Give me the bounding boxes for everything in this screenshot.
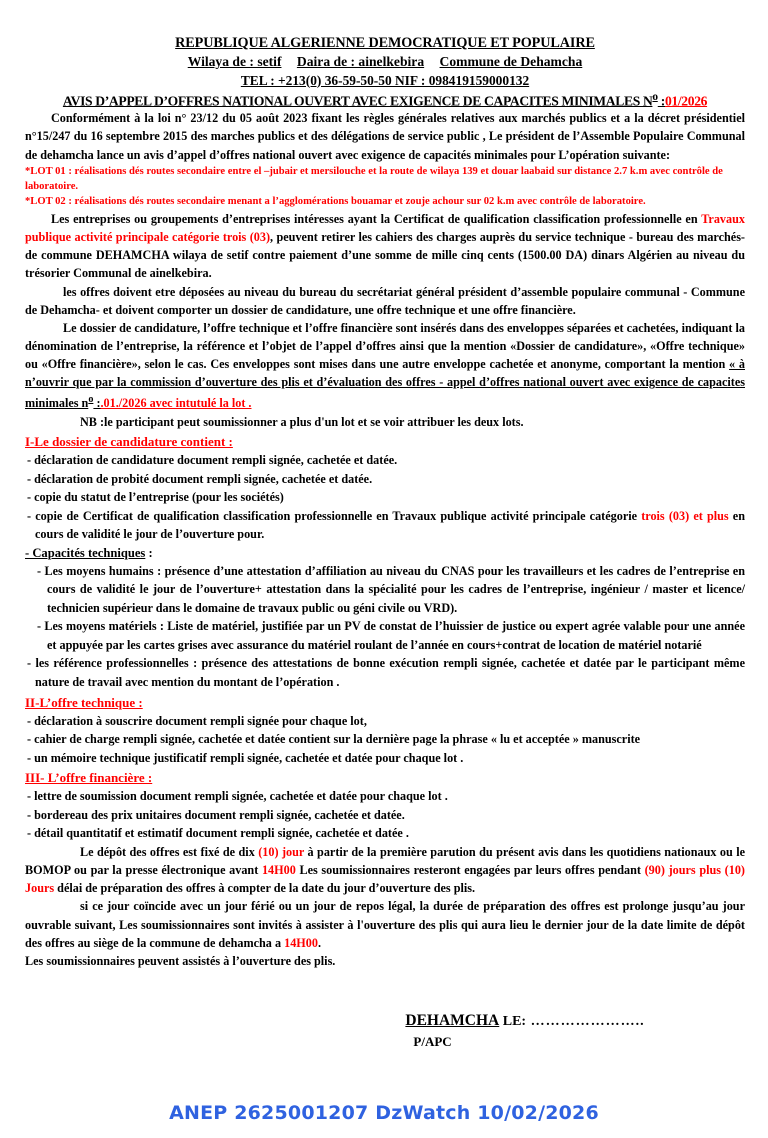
envelope-mention-sup: o	[88, 393, 94, 405]
envelope-instructions-paragraph	[25, 319, 745, 412]
signature-dots: …………………..	[526, 1014, 645, 1030]
section-1-heading-wrap	[25, 434, 745, 450]
envelope-text-a: Le dossier de candidature, l’offre technique et l’offre financière sont insérés dans des enveloppes séparées et cachetées, indiquant la dénomination de l’entreprise, la référence et l’objet de l’appel d’offres ainsi que la mention «Dossier de candidature», «Offre technique» ou «Offre financière», selon le cas. Ces enveloppes sont mises dans une autre enveloppe cachetée et anonyme, comportant la mention	[25, 320, 745, 372]
signature-place-line	[405, 1012, 644, 1030]
references-professionnelles-item: - les référence professionnelles : présence des attestations de bonne exécution rempli signée, cachetée et datée par le participant même nature de travail avec mention du montant de l’opération .	[27, 656, 745, 689]
capacites-techniques-wrap	[25, 544, 745, 562]
deadline-validity-red: (90) jours plus (10) Jours	[25, 862, 745, 896]
deadline-text-d: délai de préparation des offres à compter de la date du jour d’ouverture des plis.	[54, 881, 476, 896]
moyens-humains-item: - Les moyens humains : présence d’une attestation d’affiliation au niveau du CNAS pour les travailleurs et les cadres de l’entreprise en cours de validité le jour de l’ouverture+ attestation dans la spécialité pour les cadres de l’entreprise, ingénieur / master et licence/ technicien supérieur dans le domaine de travaux public ou géni civile ou VRD).	[37, 563, 745, 615]
holiday-period: .	[317, 935, 321, 950]
signature-papc: P/APC	[413, 1034, 452, 1050]
section-1-heading: I-Le dossier de candidature contient :	[25, 433, 233, 449]
section-2-heading-wrap	[25, 695, 745, 711]
section-1-item-3: - copie du statut de l’entreprise (pour les sociétés)	[27, 490, 284, 505]
deadline-text-a: Le dépôt des offres est fixé de dix	[80, 844, 259, 859]
nb-note: NB :le participant peut soumissionner a plus d'un lot et se voir attribuer les deux lots.	[80, 414, 524, 429]
intro-paragraph: Conformément à la loi n° 23/12 du 05 août 2023 fixant les règles générales relatives aux marchés publics et a la décret présidentiel n°15/247 du 16 septembre 2015 des marches publics et des délégations de service public , Le président de l’Assemble Populaire Communal de dehamcha lance un avis d’appel d’offres national ouvert avec exigence de capacités minimales pour L’opération suivante:	[25, 111, 745, 162]
signature-place: DEHAMCHA	[405, 1012, 500, 1030]
signature-le-label: LE:	[499, 1014, 527, 1030]
header-administrative	[25, 53, 745, 70]
holiday-paragraph	[25, 897, 745, 952]
moyens-materiels-item: - Les moyens matériels : Liste de matériel, justifiée par un PV de constat de l’huissier de justice ou expert agrée valable pour une année et appuyée par les cartes grises avec assurance du matériel roulant de l’année en cours+contrat de location de matériel notarié	[37, 619, 745, 652]
section-1-item-4	[25, 507, 745, 544]
withdrawal-text-a: Les entreprises ou groupements d’entreprises intéresses ayant la Certificat de qualification classification professionnelle en	[51, 211, 702, 226]
page-title	[25, 91, 745, 110]
withdrawal-paragraph	[25, 210, 745, 283]
header-wilaya: Wilaya de : setif	[187, 54, 282, 70]
holiday-time-red: 14H00	[284, 935, 318, 950]
withdrawal-category-red: Travaux publique activité principale catégorie trois (03)	[25, 211, 745, 245]
deadline-text-c: Les soumissionnaires resteront engagées par leurs offres pendant	[295, 862, 645, 877]
capacites-techniques-colon: :	[145, 545, 153, 560]
page-title-text: AVIS D’APPEL D’OFFRES NATIONAL OUVERT AVEC EXIGENCE DE CAPACITES MINIMALES N	[62, 93, 653, 109]
section-1-item-4-red: trois (03) et plus	[641, 508, 729, 523]
page-title-number: 01/2026	[664, 93, 708, 109]
section-2-item-2: - cahier de charge rempli signée, cachetée et datée contient sur la dernière page la phrase « lu et acceptée » manuscrite	[27, 732, 641, 747]
section-2-heading: II-L’offre technique :	[25, 694, 143, 710]
header-commune: Commune de Dehamcha	[439, 54, 583, 70]
section-1-item-4-a: - copie de Certificat de qualification classification professionnelle en Travaux publique activité principale catégorie	[27, 508, 642, 523]
envelope-mention-colon: :	[93, 395, 101, 410]
lot-01-line: *LOT 01 : réalisations dés routes secondaire entre el –jubair et mersilouche et la route de wilaya 139 et douar laabaid sur distance 2.7 k.m avec contrôle de laboratoire.	[25, 165, 723, 193]
section-3-item-2: - bordereau des prix unitaires document rempli signée, cachetée et datée.	[27, 807, 405, 822]
section-3-item-3: - détail quantitatif et estimatif document rempli signée, cachetée et datée .	[27, 826, 409, 841]
section-1-item-1: - déclaration de candidature document rempli signée, cachetée et datée.	[27, 452, 398, 467]
signature-block	[25, 1012, 745, 1051]
section-3-heading: III- L’offre financière :	[25, 770, 153, 786]
page-title-colon: :	[657, 93, 665, 109]
signature-inner	[405, 1012, 644, 1050]
deadline-text-b: à partir de la première parution du présent avis dans les quotidiens nationaux ou le BOMOP ou par la presse électronique avant	[25, 844, 745, 877]
page-title-sup: o	[652, 90, 658, 103]
deadline-time-red: 14H00	[261, 862, 296, 877]
section-3-heading-wrap	[25, 770, 745, 786]
capacites-techniques-heading: - Capacités techniques	[25, 545, 146, 560]
header-republic	[25, 34, 745, 52]
section-2-item-3: - un mémoire technique justificatif rempli signée, cachetée et datée pour chaque lot .	[27, 750, 464, 765]
deadline-days-red: (10) jour	[258, 844, 305, 859]
submission-location-paragraph: les offres doivent etre déposées au niveau du bureau du secrétariat général président d’assemble populaire communal - Commune de Dehamcha- et doivent comporter un dossier de candidature, une offre technique et une offre financière.	[25, 284, 745, 317]
lot-02-line: *LOT 02 : réalisations dés routes secondaire menant a l’agglomérations bouamar et zouje achour sur 02 k.m avec contrôle de laboratoire.	[25, 196, 646, 208]
section-2-item-1: - déclaration à souscrire document rempli signée pour chaque lot,	[27, 713, 367, 728]
section-1-item-4-b: en cours de validité le jour de l’ouverture pour.	[35, 508, 745, 542]
header-daira: Daira de : ainelkebira	[296, 54, 425, 70]
header-tel-nif: TEL : +213(0) 36-59-50-50 NIF : 098419159000132	[240, 72, 530, 88]
header-contact	[25, 72, 745, 89]
anep-footer: ANEP 2625001207 DzWatch 10/02/2026	[169, 1102, 599, 1124]
header-republic-text: REPUBLIQUE ALGERIENNE DEMOCRATIQUE ET POPULAIRE	[175, 35, 595, 51]
section-3-item-1: - lettre de soumission document rempli signée, cachetée et datée pour chaque lot .	[27, 789, 448, 804]
envelope-mention-underlined: « à n’ouvrir que par la commission d’ouverture des plis et d’évaluation des offres - appel d’offres national ouvert avec exigence de capacites minimales n	[25, 357, 745, 410]
deadline-paragraph	[25, 843, 745, 898]
envelope-mention-number: .01./2026 avec intutulé la lot .	[100, 395, 252, 410]
attendance-paragraph: Les soumissionnaires peuvent assistés à l’ouverture des plis.	[25, 953, 336, 968]
withdrawal-text-b: , peuvent retirer les cahiers des charges auprès du service technique - bureau des marchés- de commune DEHAMCHA wilaya de setif contre paiement d’une somme de mille cinq cents (1500.00 DA) dinars Algérien au niveau du trésorier Communal de ainelkebira.	[25, 230, 745, 281]
section-1-item-2: - déclaration de probité document rempli signée, cachetée et datée.	[27, 471, 373, 486]
holiday-text: si ce jour coïncide avec un jour férié ou un jour de repos légal, la durée de préparation des offres est prolonge jusqu’au jour ouvrable suivant, Les soumissionnaires sont invités à assister à l'ouverture des plis qui aura lieu le dernier jour de la date limite de dépôt des offres au siège de la commune de dehamcha a	[25, 899, 745, 950]
